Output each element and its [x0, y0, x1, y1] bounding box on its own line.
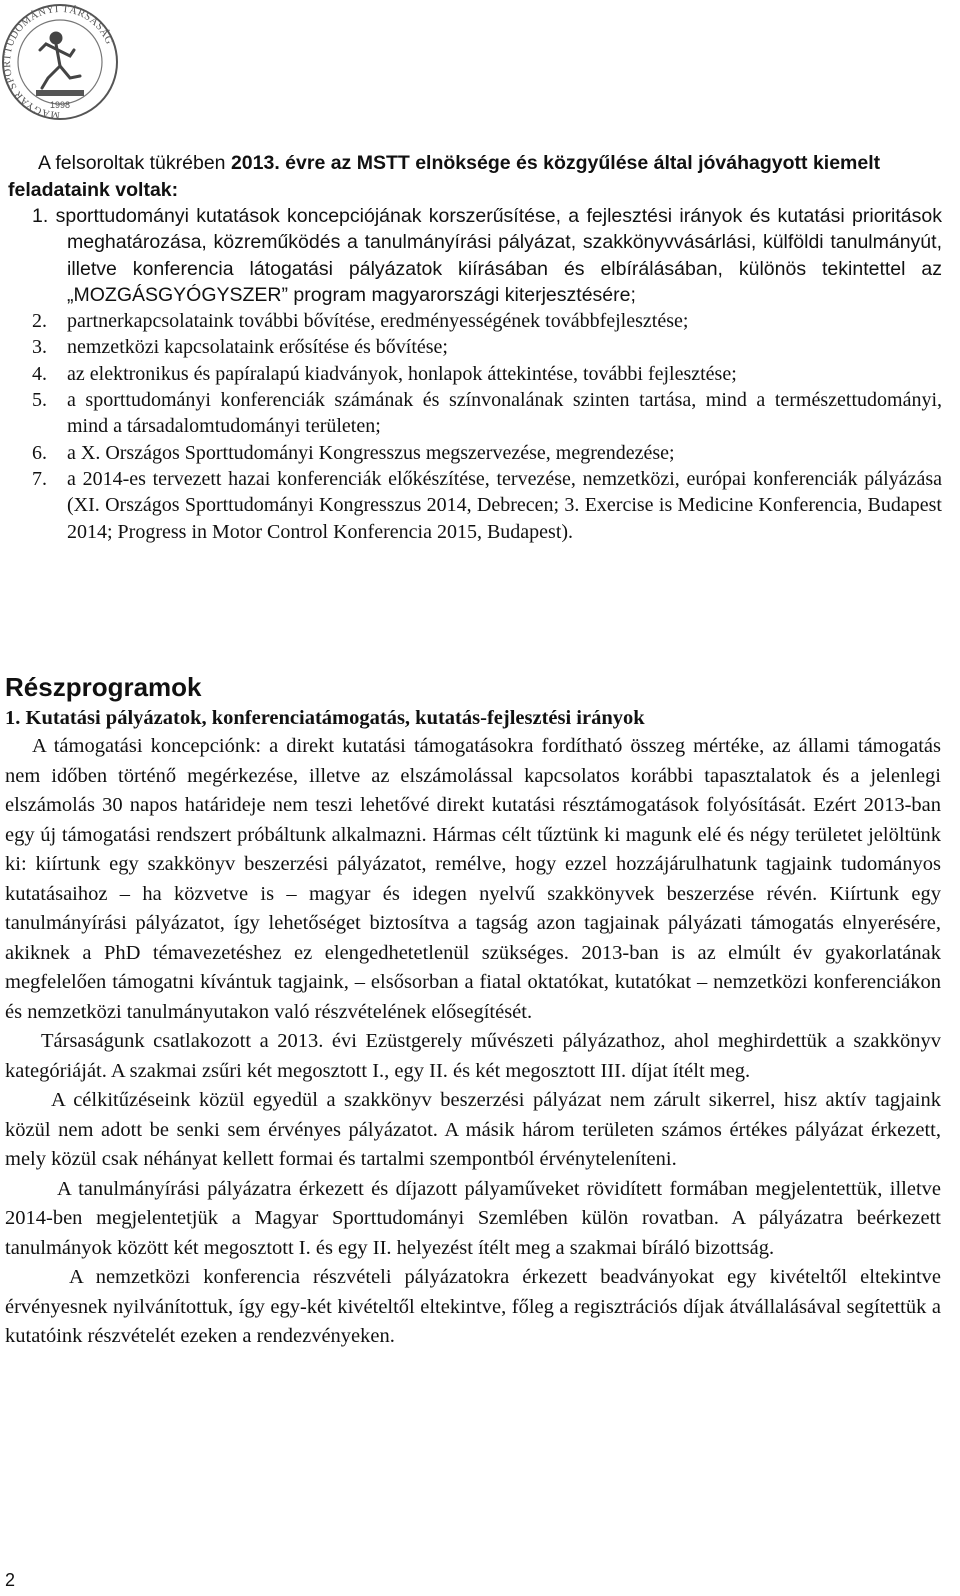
page-number: 2 — [5, 1570, 16, 1590]
subsection-title: 1. Kutatási pályázatok, konferenciatámogatás, kutatás-fejlesztési irányok — [5, 707, 645, 729]
intro-lead: A felsoroltak tükrében — [38, 152, 231, 174]
paragraph: A támogatási koncepciónk: a direkt kutatási támogatásokra fordítható összeg mértéke, az állami támogatás nem időben történő megérkezése, illetve az elszámolással kapcsolatos korábbi tapasztalatok és a jelenlegi elszámolás 30 napos határideje nem teszi lehetővé direkt kutatási résztámogatások folyósítását. Ezért 2013-ban egy új támogatási rendszert próbáltunk alkalmazni. Hármas célt tűztünk ki magunk elé és négy területet jelöltünk ki: kiírtunk egy szakkönyv beszerzési pályázatot, remélve, hogy ezzel hozzájárulhatunk tagjaink tudományos kutatásaihoz – ha közvetve is – magyar és idegen nyelvű szakkönyvek beszerzése révén. Kiírtunk egy tanulmányírási pályázatot, így lehetőséget biztosítva a tagság azon tagjainak pályázati támogatás elnyerésére, akiknek a PhD témavezetéshez ez elengedhetetlenül szükséges. 2013-ban is az elmúlt év gyakorlatának megfelelően támogatni kívántuk tagjaink, – elsősorban a fiatal oktatókat, kutatókat – nemzetközi konferenciákon és nemzetközi tanulmányutakon való részvételének elősegítését. — [5, 735, 941, 1023]
paragraph: Társaságunk csatlakozott a 2013. évi Ezüstgerely művészeti pályázathoz, ahol meghirdettük a szakkönyv kategóriáját. A szakmai zsűri két megosztott I., egy II. és két megosztott III. díjat ítélt meg. — [5, 1030, 941, 1082]
logo-ring-text: MAGYAR SPORTTUDOMÁNYI TÁRSASÁG — [1, 3, 115, 121]
list-item-number: 1. — [32, 205, 49, 227]
list-item-number: 7. — [32, 467, 47, 490]
paragraph: A tanulmányírási pályázatra érkezett és díjazott pályaműveket rövidített formában megjelentettük, illetve 2014-ben megjelentetjük a Magyar Sporttudományi Szemlében külön rovatban. A pályázatra beérkezett tanulmányok között két megosztott I. és egy II. helyezést ítélt meg a szakmai bíráló bizottság. — [5, 1177, 941, 1259]
list-item-text: a 2014-es tervezett hazai konferenciák előkészítése, tervezése, nemzetközi, európai konferenciák pályázása (XI. Országos Sporttudományi Kongresszus 2014, Debrecen; 3. Exercise is Medicine Konferencia, Budapest 2014; Progress in Motor Control Konferencia 2015, Budapest). — [67, 467, 942, 543]
list-item-text: az elektronikus és papíralapú kiadványok, honlapok áttekintése, további fejlesztése; — [67, 362, 737, 385]
list-item-number: 6. — [32, 441, 47, 464]
body-text — [5, 732, 941, 1352]
list-item — [32, 466, 942, 545]
list-item-number: 4. — [32, 362, 47, 385]
paragraph: A célkitűzéseink közül egyedül a szakkönyv beszerzési pályázat nem zárult sikerrel, hisz aktív tagjaink közül nem adott be senki sem érvényes pályázatot. A másik három területen számos értékes pályázat érkezett, mely közül csak néhányat kellett formai és tartalmi szempontból érvényteleníteni. — [5, 1089, 941, 1170]
list-item — [32, 361, 942, 387]
list-item-text: 1. sporttudományi kutatások koncepciójának korszerűsítése, a fejlesztési irányok és kutatási prioritások meghatározása, közreműködés a tanulmányírási pályázat, szakkönyvvásárlási, külföldi tanulmányút, illetve konferencia látogatási pályázatok kiírásában és elbírálásában, különös tekintettel az „MOZGÁSGYÓGYSZER” program magyarországi kiterjesztésére; — [32, 205, 942, 306]
society-logo — [0, 0, 120, 124]
list-item-text: a X. Országos Sporttudományi Kongresszus megszervezése, megrendezése; — [67, 441, 675, 464]
list-item-text: partnerkapcsolataink további bővítése, eredményességének továbbfejlesztése; — [67, 310, 689, 333]
list-item — [32, 334, 942, 360]
list-item-number: 2. — [32, 310, 47, 333]
list-item — [32, 308, 942, 334]
paragraph: A nemzetközi konferencia részvételi pályázatokra érkezett beadványokat egy kivételtől eltekintve érvényesnek nyilvánítottuk, így egy-két kivételtől eltekintve, főleg a regisztrációs díjak átvállalásával segítettük a kutatóink részvételét ezeken a rendezvényeken. — [5, 1266, 941, 1347]
task-list — [32, 203, 942, 545]
list-item — [32, 440, 942, 466]
intro-text — [8, 150, 943, 203]
list-item — [32, 387, 942, 440]
logo-year: 1998 — [49, 100, 71, 110]
runner-seal-icon — [0, 0, 120, 124]
list-item-number: 3. — [32, 336, 47, 359]
list-item-text: nemzetközi kapcsolataink erősítése és bővítése; — [67, 336, 448, 359]
list-item-text: a sporttudományi konferenciák számának és színvonalának szinten tartása, mind a természettudományi, mind a társadalomtudományi területen; — [67, 389, 942, 438]
intro-bold: 2013. évre az MSTT elnöksége és közgyűlése által jóváhagyott kiemelt feladataink voltak: — [8, 152, 881, 201]
section-title: Részprogramok — [5, 672, 202, 702]
list-item-number: 5. — [32, 389, 47, 412]
list-item — [32, 203, 942, 308]
